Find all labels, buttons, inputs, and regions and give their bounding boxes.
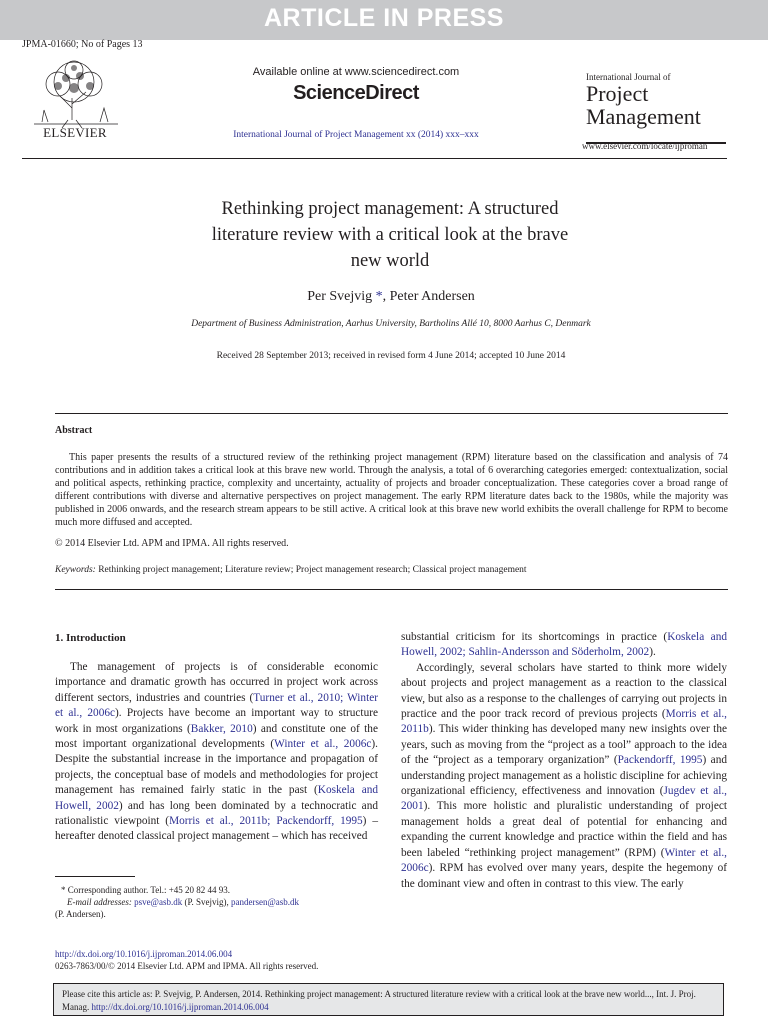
issn-copyright: 0263-7863/00/© 2014 Elsevier Ltd. APM and IPMA. All rights reserved.: [55, 961, 319, 971]
publisher-name: ELSEVIER: [43, 125, 107, 140]
citation-link[interactable]: Morris et al., 2011b: [401, 708, 727, 736]
authors: [0, 289, 768, 305]
citation-link[interactable]: Jugdev et al., 2001: [401, 785, 727, 813]
text: The management of projects is of considerable economic importance and dramatic growth has occurred in project work across different sectors, industries and countries (: [55, 661, 378, 704]
article-title: [130, 196, 650, 274]
citation-link[interactable]: Turner et al., 2010; Winter et al., 2006c: [55, 691, 378, 720]
email-line: [55, 896, 375, 908]
citation-link[interactable]: Bakker, 2010: [190, 722, 253, 735]
journal-title-line1: Project: [586, 81, 649, 106]
text: ). This wider thinking has developed many new insights over the years, such as moving from the “project as a tool” approach to the idea of the “project as a temporary organization” (: [401, 723, 727, 767]
citation-doi-link[interactable]: http://dx.doi.org/10.1016/j.ijproman.2014.06.004: [91, 1002, 269, 1012]
intro-column-1: [55, 660, 378, 845]
citation-link[interactable]: Koskela and Howell, 2002: [55, 784, 379, 812]
text: ). RPM has evolved over many years, despite the hegemony of the dominant view and often in contrast to this view. The early: [401, 862, 727, 890]
journal-id: JPMA-01660; No of Pages 13: [22, 39, 143, 50]
sciencedirect-logo: ScienceDirect: [293, 82, 419, 104]
journal-title-line2: Management: [586, 104, 701, 129]
footnote: [55, 884, 375, 920]
corresponding-note: * Corresponding author. Tel.: +45 20 82 44 93.: [61, 885, 231, 895]
title-line: new world: [350, 251, 430, 271]
abstract-rule: [55, 413, 728, 414]
journal-url[interactable]: www.elsevier.com/locate/ijproman: [582, 141, 708, 151]
citation-link[interactable]: Winter et al., 2006c: [401, 846, 728, 875]
text: ). Despite the substantial increase in the importance and propagation of projects, the conceptual base of models and methodologies for project management has remained fairly static in the past (: [55, 738, 378, 797]
citation-link[interactable]: Winter et al., 2006c: [274, 738, 372, 751]
corresponding-author-link[interactable]: *: [375, 289, 383, 304]
abstract-text: This paper presents the results of a structured review of the rethinking project management (RPM) literature based on the classification and analysis of 74 contributions and in addition takes a critical look at this brave new world. Through the analysis, a total of 6 overarching categories emerged: contextualization, social and political aspects, rethinking practice, complexity and uncertainty, actuality of projects and broader conceptualization. These categories cover a broad range of different contributions with diverse and alternative perspectives on project management. The early RPM literature dates back to the 1980s, while the majority was published in 2006 onwards, and the research stream appears to be still active. A critical look at this brave new world exhibits the overall challenge for RPM to become much more diffused and accepted.: [55, 452, 728, 528]
citation-link[interactable]: Morris et al., 2011b; Packendorff, 1995: [169, 815, 363, 828]
text: Accordingly, several scholars have started to think more widely about projects and project management as a reaction to the classical view, but also as a response to the challenges of carrying out projects in practice and the poor track record of previous projects (: [401, 661, 727, 721]
keywords-label: Keywords:: [55, 565, 96, 575]
received-dates: Received 28 September 2013; received in revised form 4 June 2014; accepted 10 June 2014: [216, 351, 566, 361]
paragraph: [401, 630, 727, 661]
banner-text: ARTICLE IN PRESS: [264, 4, 504, 32]
journal-reference-link[interactable]: International Journal of Project Management xx (2014) xxx–xxx: [233, 130, 479, 140]
footnote-rule: [55, 876, 135, 877]
keywords-rule: [55, 589, 728, 590]
email-owner: (P. Andersen).: [55, 909, 106, 919]
email-label: E-mail addresses:: [67, 897, 132, 907]
citation-link[interactable]: Koskela and Howell, 2002; Sahlin-Andersson and Söderholm, 2002: [401, 631, 727, 659]
author-1: Per Svejvig: [307, 289, 373, 304]
keywords: [55, 565, 728, 575]
text: ). Projects have become an important way to structure work in most organizations (: [55, 707, 378, 735]
paragraph: [401, 661, 727, 892]
section-heading: 1. Introduction: [55, 632, 126, 644]
text: ) and has long been dominated by a technocratic and rationalistic viewpoint (: [55, 799, 378, 828]
abstract-heading: Abstract: [55, 425, 93, 436]
abstract-copyright: © 2014 Elsevier Ltd. APM and IPMA. All rights reserved.: [55, 538, 289, 549]
affiliation: Department of Business Administration, Aarhus University, Bartholins Allé 10, 8000 Aarhus C, Denmark: [191, 319, 591, 329]
email-link[interactable]: psve@asb.dk: [134, 897, 183, 907]
title-line: Rethinking project management: A structured: [221, 199, 559, 219]
header-rule: [22, 158, 727, 159]
journal-title-box: [586, 72, 728, 128]
text: ) and constitute one of the most important organizational developments (: [55, 722, 378, 751]
citation-text: Please cite this article as: P. Svejvig, P. Andersen, 2014. Rethinking project management: A structured literature review with a critical look at the brave new world..., Int. J. Proj. Manag.: [62, 989, 696, 1012]
email-link[interactable]: pandersen@asb.dk: [230, 897, 300, 907]
citation-box: [53, 983, 724, 1016]
email-owner: (P. Svejvig),: [182, 897, 231, 907]
text: ) and understanding project management as a holistic discipline for achieving organizational efficiency, effectiveness and innovation (: [401, 754, 727, 798]
title-line: literature review with a critical look at the brave: [211, 225, 569, 245]
available-online: Available online at www.sciencedirect.com: [252, 66, 460, 78]
text: substantial criticism for its shortcomings in practice (: [401, 631, 668, 643]
text: ). This more holistic and pluralistic understanding of project management holds a great deal of potential for enhancing and expanding the current knowledge and practice within the field and has been labeled “rethinking project management” (RPM) (: [401, 800, 727, 859]
keywords-text: Rethinking project management; Literature review; Project management research; Classical project management: [95, 565, 527, 575]
text: ).: [649, 646, 656, 659]
intro-column-2: [401, 630, 727, 892]
journal-title-small: International Journal of: [586, 72, 671, 82]
doi-link[interactable]: http://dx.doi.org/10.1016/j.ijproman.2014.06.004: [55, 949, 233, 959]
author-2: , Peter Andersen: [382, 289, 475, 304]
citation-link[interactable]: Packendorff, 1995: [617, 754, 703, 767]
text: ) – hereafter denoted classical project management – which has received: [55, 815, 378, 843]
